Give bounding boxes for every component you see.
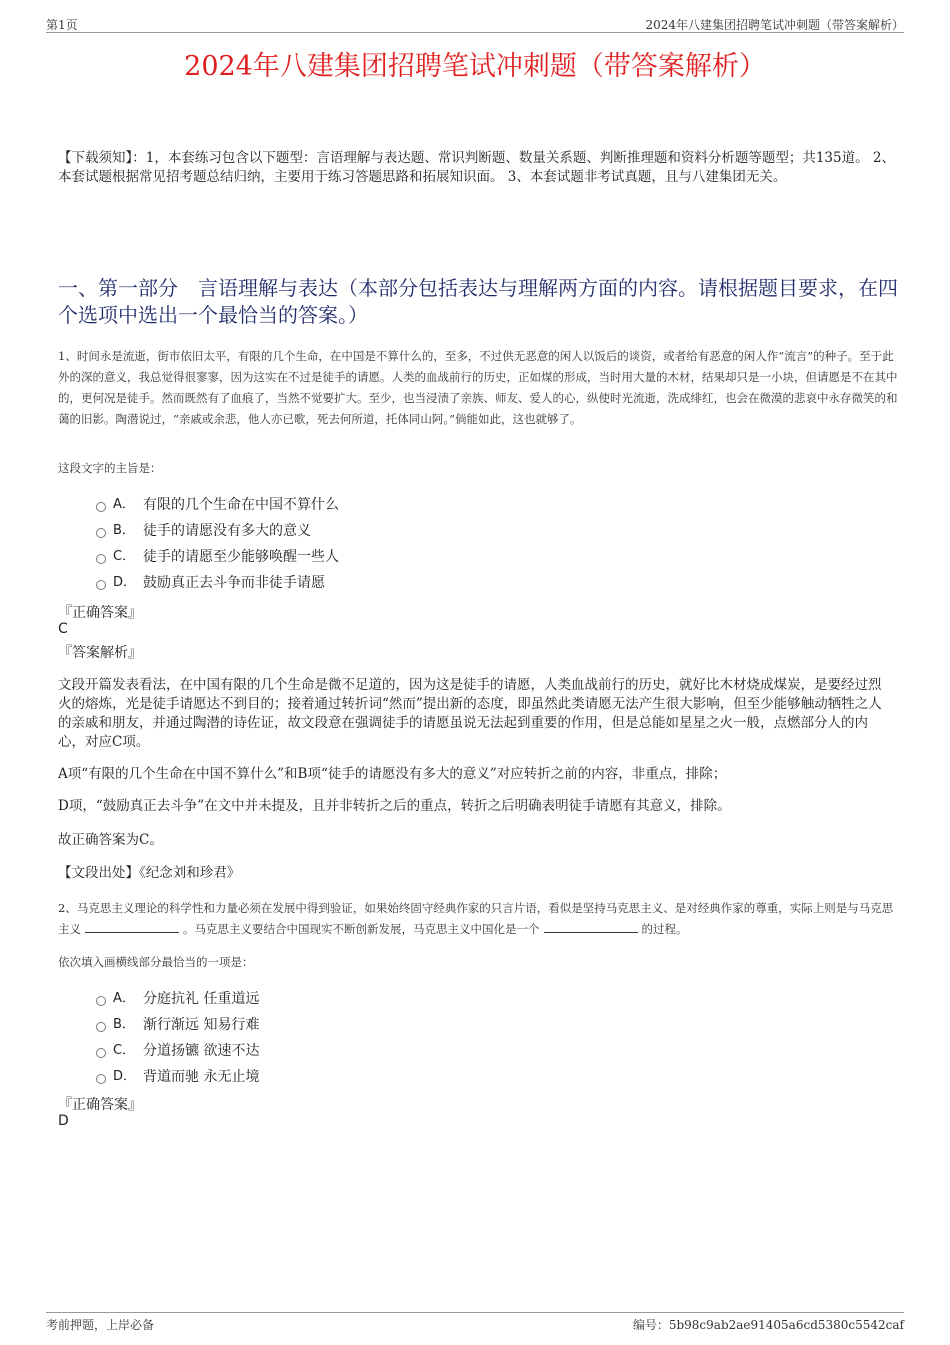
analysis-conclusion: 故正确答案为C。 [58, 832, 163, 848]
question-2-text [58, 898, 898, 940]
option-c[interactable] [96, 1038, 259, 1064]
option-key: D． [113, 575, 137, 590]
page-header [46, 14, 904, 33]
option-d[interactable] [96, 1064, 259, 1090]
radio-icon[interactable] [96, 502, 106, 512]
header-doc-title: 2024年八建集团招聘笔试冲刺题（带答案解析） [645, 18, 904, 32]
question-2-part: 。马克思主义要结合中国现实不断创新发展，马克思主义中国化是一个 [183, 922, 540, 936]
option-text: 徒手的请愿没有多大的意义 [143, 523, 311, 539]
text-source: 【文段出处】《纪念刘和珍君》 [58, 865, 241, 881]
answer-value: D [58, 1113, 69, 1129]
fill-blank [85, 922, 179, 933]
document-id: 编号：5b98c9ab2ae91405a6cd5380c5542caf [632, 1318, 904, 1332]
question-1-options [96, 492, 339, 596]
radio-icon[interactable] [96, 528, 106, 538]
option-text: 鼓励真正去斗争而非徒手请愿 [143, 575, 325, 591]
radio-icon[interactable] [96, 1048, 106, 1058]
answer-label: 『正确答案』 [58, 605, 142, 621]
radio-icon[interactable] [96, 996, 106, 1006]
analysis-label: 『答案解析』 [58, 645, 142, 661]
option-key: C． [113, 549, 136, 564]
option-text: 背道而驰 永无止境 [143, 1069, 260, 1085]
page-footer [46, 1312, 904, 1333]
option-key: A． [113, 991, 135, 1006]
radio-icon[interactable] [96, 580, 106, 590]
question-2-options [96, 986, 259, 1090]
analysis-paragraph: D项，“鼓励真正去斗争”在文中并未提及，且并非转折之后的重点，转折之后明确表明徒手请愿有其意义，排除。 [58, 798, 731, 814]
option-text: 渐行渐远 知易行难 [143, 1017, 260, 1033]
question-2-part: 的过程。 [641, 922, 688, 936]
radio-icon[interactable] [96, 1074, 106, 1084]
option-key: C． [113, 1043, 136, 1058]
option-c[interactable] [96, 544, 339, 570]
option-d[interactable] [96, 570, 339, 596]
option-key: B． [113, 1017, 135, 1032]
question-2-part: 2、马克思主义理论的科学性和力量必须在发展中得到验证，如果始终固守经典作家的只言片语，看似是坚持马克思主义、是对经典作家的尊重，实际上则是与马克思主义 [58, 901, 894, 936]
page-number: 第1页 [46, 18, 78, 32]
radio-icon[interactable] [96, 1022, 106, 1032]
answer-label: 『正确答案』 [58, 1097, 142, 1113]
option-a[interactable] [96, 986, 259, 1012]
option-a[interactable] [96, 492, 339, 518]
option-b[interactable] [96, 518, 339, 544]
question-1-text: 1、时间永是流逝，街市依旧太平，有限的几个生命，在中国是不算什么的，至多，不过供无恶意的闲人以饭后的谈资，或者给有恶意的闲人作“流言”的种子。至于此外的深的意义，我总觉得很寥寥，因为这实在不过是徒手的请愿。人类的血战前行的历史，正如煤的形成，当时用大量的木材，结果却只是一小块，但请愿是不在其中的，更何况是徒手。然而既然有了血痕了，当然不觉要扩大。至少，也当浸渍了亲族、师友、爱人的心，纵使时光流逝，洗成绯红，也会在微漠的悲哀中永存微笑的和蔼的旧影。陶潜说过，“亲戚或余悲，他人亦已歌，死去何所道，托体同山阿。”倘能如此，这也就够了。 [58, 349, 898, 426]
option-text: 徒手的请愿至少能够唤醒一些人 [143, 549, 339, 565]
download-notice: 【下载须知】：1，本套练习包含以下题型：言语理解与表达题、常识判断题、数量关系题、判断推理题和资料分析题等题型；共135道。 2、本套试题根据常见招考题总结归纳，主要用于练习答题思路和拓展知识面。 3、本套试题非考试真题，且与八建集团无关。 [58, 150, 895, 185]
answer-value: C [58, 621, 68, 637]
question-1-prompt: 这段文字的主旨是： [58, 461, 162, 475]
analysis-paragraph: 文段开篇发表看法，在中国有限的几个生命是微不足道的，因为这是徒手的请愿，人类血战前行的历史，就好比木材烧成煤炭，是要经过烈火的熔炼，光是徒手请愿达不到目的；接着通过转折词“然而”提出新的态度，即虽然此类请愿无法产生很大影响，但至少能够触动牺牲之人的亲戚和朋友，并通过陶潜的诗佐证，故文段意在强调徒手的请愿虽说无法起到重要的作用，但是总能如星星之火一般，点燃部分人的内心，对应C项。 [58, 677, 882, 750]
option-key: D． [113, 1069, 137, 1084]
radio-icon[interactable] [96, 554, 106, 564]
option-text: 分庭抗礼 任重道远 [143, 991, 260, 1007]
option-key: B． [113, 523, 135, 538]
question-2-prompt: 依次填入画横线部分最恰当的一项是： [58, 955, 254, 969]
option-key: A． [113, 497, 135, 512]
fill-blank [544, 922, 638, 933]
option-text: 分道扬镳 欲速不达 [143, 1043, 260, 1059]
page-title: 2024年八建集团招聘笔试冲刺题（带答案解析） [184, 51, 766, 82]
section-heading: 一、第一部分 言语理解与表达（本部分包括表达与理解两方面的内容。请根据题目要求，在四个选项中选出一个最恰当的答案。） [58, 276, 898, 327]
option-text: 有限的几个生命在中国不算什么 [143, 497, 339, 513]
footer-slogan: 考前押题，上岸必备 [46, 1318, 155, 1332]
option-b[interactable] [96, 1012, 259, 1038]
analysis-paragraph: A项“有限的几个生命在中国不算什么”和B项“徒手的请愿没有多大的意义”对应转折之前的内容，非重点，排除； [58, 766, 727, 782]
